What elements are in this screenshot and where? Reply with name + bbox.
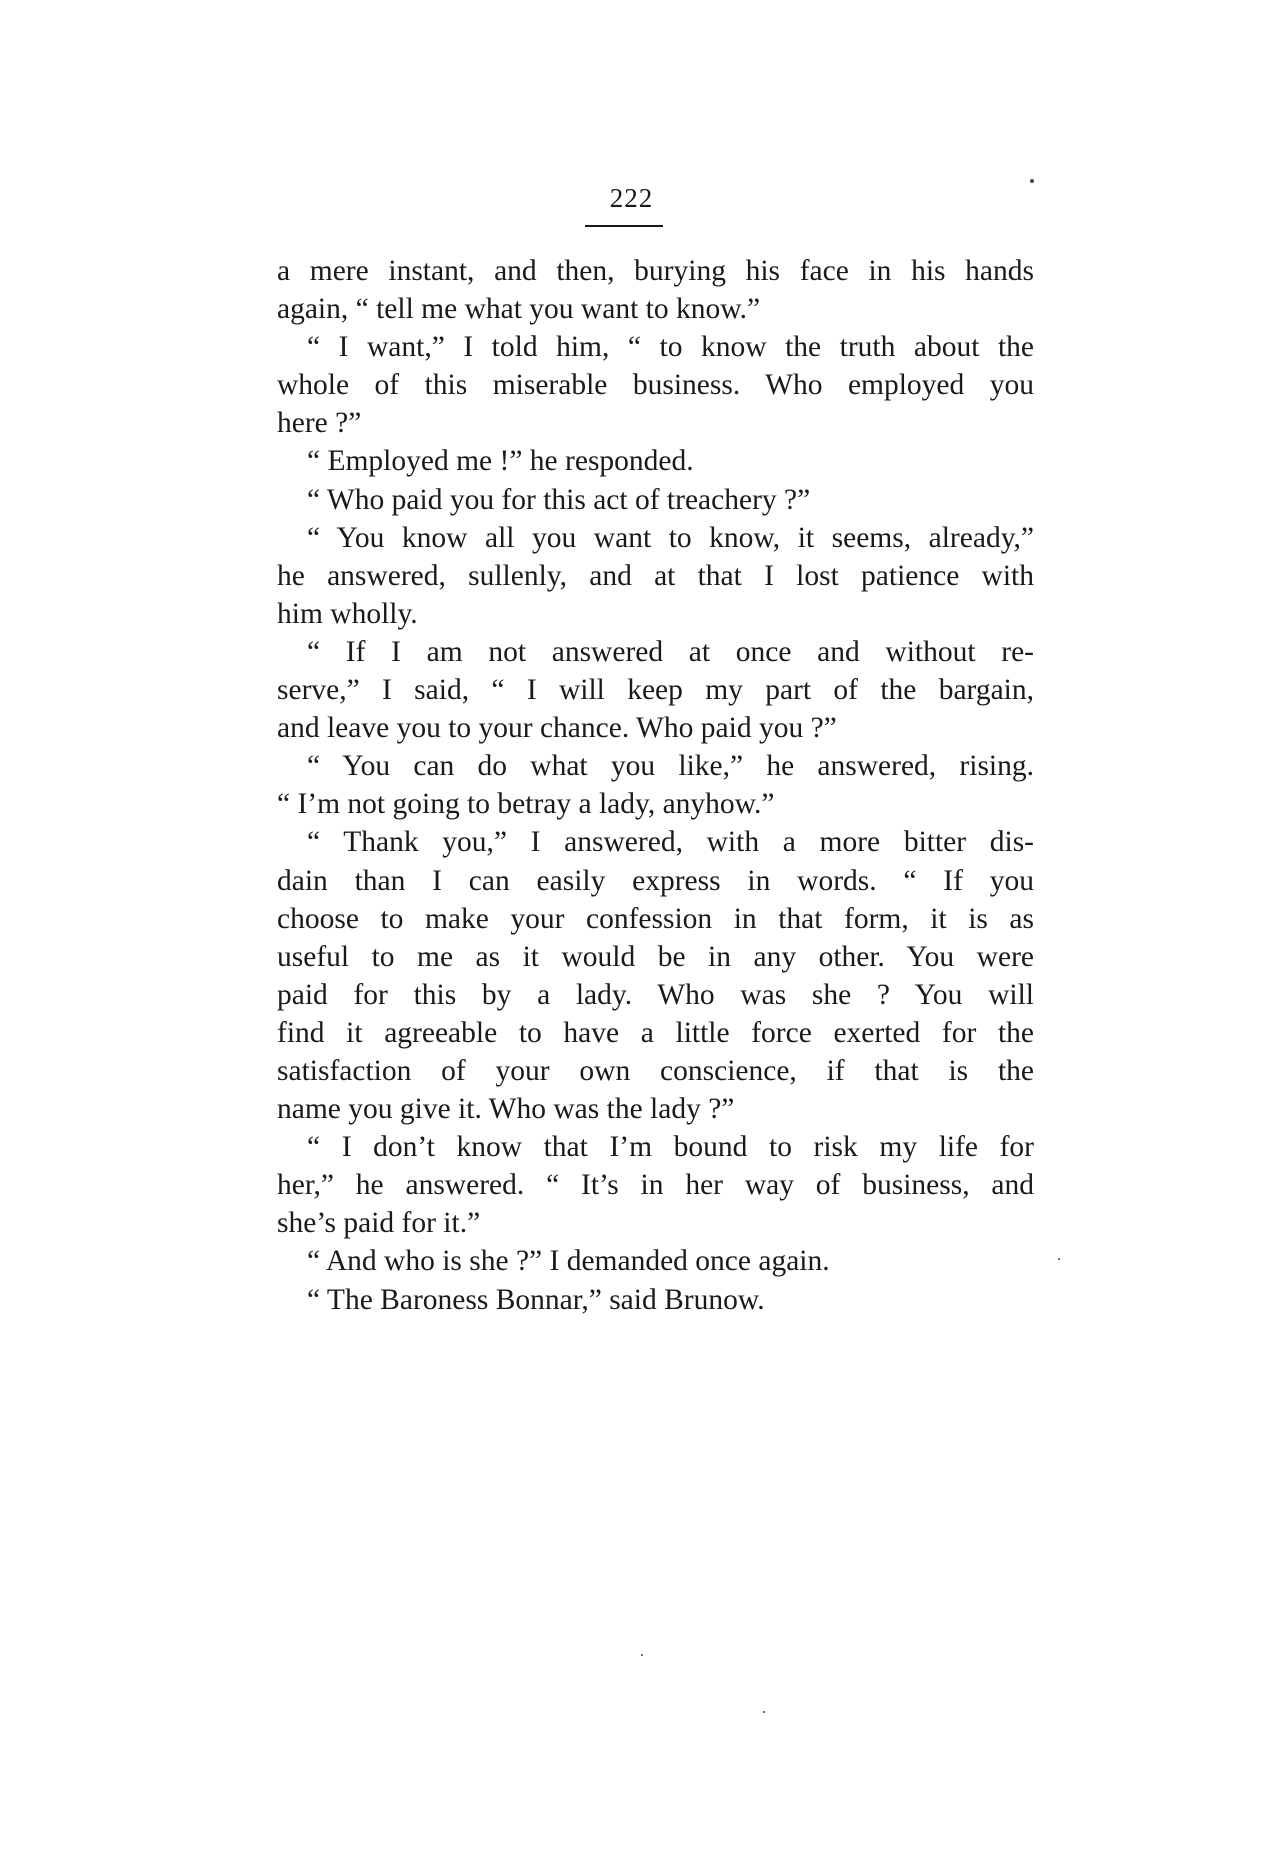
text-line: paid for this by a lady. Who was she ? You will — [277, 978, 1034, 1011]
paper-speck — [1058, 1258, 1060, 1260]
text-line: useful to me as it would be in any other. You were — [277, 940, 1034, 973]
text-line: here ?” — [277, 407, 362, 440]
text-line: “ The Baroness Bonnar,” said Brunow. — [307, 1283, 765, 1316]
text-line: him wholly. — [277, 597, 418, 630]
text-line: “ You can do what you like,” he answered, rising. — [307, 750, 1034, 783]
text-line: whole of this miserable business. Who employed you — [277, 369, 1034, 402]
text-line: he answered, sullenly, and at that I lost patience with — [277, 559, 1034, 592]
text-line: name you give it. Who was the lady ?” — [277, 1093, 735, 1126]
text-line: serve,” I said, “ I will keep my part of the bargain, — [277, 674, 1034, 707]
text-line: “ I’m not going to betray a lady, anyhow.” — [277, 788, 775, 821]
body-text — [277, 252, 1034, 1319]
text-line: satisfaction of your own conscience, if that is the — [277, 1054, 1034, 1087]
text-line: again, “ tell me what you want to know.” — [277, 293, 761, 326]
text-line: and leave you to your chance. Who paid you ?” — [277, 712, 837, 745]
text-line: dain than I can easily express in words. “ If you — [277, 864, 1034, 897]
text-line: a mere instant, and then, burying his face in his hands — [277, 255, 1034, 287]
paper-speck — [763, 1711, 765, 1713]
text-line: she’s paid for it.” — [277, 1207, 481, 1240]
page-number: 222 — [609, 183, 654, 213]
text-line: “ Thank you,” I answered, with a more bitter dis- — [307, 826, 1034, 859]
text-line: “ Employed me !” he responded. — [307, 445, 694, 478]
text-line: choose to make your confession in that form, it is as — [277, 902, 1034, 935]
text-line: “ Who paid you for this act of treachery ?” — [307, 483, 811, 516]
text-line: “ And who is she ?” I demanded once again. — [307, 1245, 830, 1278]
page-number-rule — [585, 225, 663, 227]
paper-speck — [1030, 179, 1034, 183]
text-line: “ If I am not answered at once and without re- — [307, 635, 1034, 668]
text-line: her,” he answered. “ It’s in her way of business, and — [277, 1169, 1034, 1202]
text-line: “ I don’t know that I’m bound to risk my life for — [307, 1131, 1034, 1164]
paper-speck — [641, 1654, 643, 1656]
text-line: “ I want,” I told him, “ to know the truth about the — [307, 331, 1034, 364]
text-line: “ You know all you want to know, it seems, already,” — [307, 521, 1034, 554]
text-line: find it agreeable to have a little force exerted for the — [277, 1016, 1034, 1049]
